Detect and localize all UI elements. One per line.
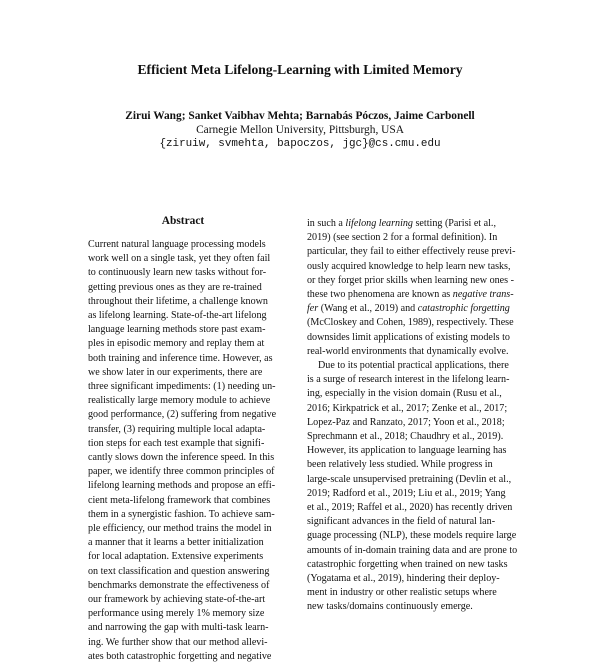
body-line: et al., 2019; Raffel et al., 2020) has recently driven <box>307 502 513 514</box>
body-line <box>307 288 529 302</box>
body-line: ment in industry or other realistic setups where <box>307 587 497 599</box>
emphasis: catastrophic forgetting <box>417 303 510 315</box>
paper-title: Efficient Meta Lifelong-Learning with Limited Memory <box>137 62 463 77</box>
abstract-heading: Abstract <box>161 215 205 227</box>
abstract-body <box>88 238 278 664</box>
abstract-line: performance using merely 1% memory size <box>88 608 265 620</box>
text-run: in such a <box>307 218 346 229</box>
body-line: large-scale unsupervised pretraining (Devlin et al., <box>307 473 512 485</box>
body-line: (McCloskey and Cohen, 1989), respectively. These <box>307 317 514 329</box>
abstract-line: ple efficiency, our method trains the model in <box>88 523 272 535</box>
abstract-line: throughout their lifetime, a challenge known <box>88 295 268 307</box>
body-line: downsides limit applications of existing models to <box>307 331 510 343</box>
body-line <box>307 302 529 316</box>
body-line: Sprechmann et al., 2018; Chaudhry et al., 2019). <box>307 431 504 443</box>
abstract-line: good performance, (2) suffering from negative <box>88 409 277 421</box>
abstract-line: we show later in our experiments, there are <box>88 366 263 378</box>
abstract-line: ates both catastrophic forgetting and negative <box>88 650 272 662</box>
body-line: (Yogatama et al., 2019), hindering their deploy- <box>307 573 500 585</box>
abstract-line: transfer, (3) requiring multiple local adapta- <box>88 423 266 435</box>
text-run: setting (Parisi et al., <box>412 218 496 229</box>
abstract-line: benchmarks demonstrate the effectiveness of <box>88 579 270 591</box>
abstract-line: Current natural language processing models <box>88 239 266 250</box>
abstract-line: and narrowing the gap with multi-task learn- <box>88 622 269 634</box>
body-line: catastrophic forgetting when trained on new tasks <box>307 558 508 570</box>
body-line <box>307 217 529 231</box>
abstract-line: ples in episodic memory and replay them at <box>88 338 265 350</box>
body-line: or they forget prior skills when learning new ones - <box>307 274 514 286</box>
abstract-line: lifelong learning methods and propose an effi- <box>88 480 276 492</box>
abstract-line: them in a synergistic fashion. To achieve sam- <box>88 508 275 520</box>
abstract-line: three significant impediments: (1) needing un- <box>88 381 276 393</box>
body-line: Due to its potential practical applications, there <box>318 360 509 372</box>
abstract-line: cient meta-lifelong framework that combines <box>88 494 271 506</box>
emphasis: lifelong learning <box>345 218 413 229</box>
abstract-line: realistically large memory module to achieve <box>88 395 271 407</box>
body-line: particular, they fail to either effectively reuse previ- <box>307 246 516 258</box>
intro-body <box>307 217 529 615</box>
body-line: been relatively less studied. While progress in <box>307 459 493 471</box>
body-line: ing, especially in the vision domain (Rusu et al., <box>307 388 502 400</box>
body-line: amounts of in-domain training data and are prone to <box>307 544 518 556</box>
body-line: 2019) (see section 2 for a formal definition). In <box>307 232 498 244</box>
body-line: ously acquired knowledge to help learn new tasks, <box>307 260 511 272</box>
abstract-line: on text classification and question answering <box>88 565 270 577</box>
abstract-line: work well on a single task, yet they often fail <box>88 253 271 265</box>
body-line: 2016; Kirkpatrick et al., 2017; Zenke et al., 2017; <box>307 402 508 414</box>
body-line: is a surge of research interest in the lifelong learn- <box>307 374 510 386</box>
abstract-line: as lifelong learning. State-of-the-art lifelong <box>88 310 267 322</box>
body-line: Lopez-Paz and Ranzato, 2017; Yoon et al., 2018; <box>307 416 505 428</box>
body-line: guage processing (NLP), these models require large <box>307 530 517 542</box>
affiliation: Carnegie Mellon University, Pittsburgh, USA <box>196 124 404 136</box>
emphasis: fer <box>307 303 319 315</box>
body-line: However, its application to language learning has <box>307 445 507 457</box>
abstract-line: cantly slows down the inference speed. In this <box>88 452 275 464</box>
text-run: (Wang et al., 2019) and <box>318 303 418 315</box>
email-addresses[interactable]: {ziruiw, svmehta, bapoczos, jgc}@cs.cmu.edu <box>159 138 441 150</box>
abstract-line: language learning methods store past exam- <box>88 324 266 336</box>
abstract-line: getting previous ones as they are re-trained <box>88 281 262 293</box>
emphasis: negative trans- <box>452 289 514 301</box>
body-line: real-world environments that dynamically evolve. <box>307 345 509 357</box>
body-line: 2019; Radford et al., 2019; Liu et al., 2019; Yang <box>307 487 506 499</box>
abstract-line: paper, we identify three common principles of <box>88 466 275 478</box>
abstract-line: to continuously learn new tasks without for- <box>88 267 267 279</box>
abstract-line: tion steps for each test example that signifi- <box>88 437 265 449</box>
author-list: Zirui Wang; Sanket Vaibhav Mehta; Barnabás Póczos, Jaime Carbonell <box>125 110 475 122</box>
text-run: these two phenomena are known as <box>307 289 453 301</box>
body-line: significant advances in the field of natural lan- <box>307 516 496 528</box>
body-line: new tasks/domains continuously emerge. <box>307 601 473 613</box>
abstract-line: for local adaptation. Extensive experiments <box>88 551 264 563</box>
abstract-line: both training and inference time. However, as <box>88 352 273 364</box>
abstract-line: a manner that it learns a better initialization <box>88 537 264 549</box>
abstract-line: ing. We further show that our method allevi- <box>88 636 268 648</box>
abstract-line: our framework by achieving state-of-the-art <box>88 594 266 606</box>
